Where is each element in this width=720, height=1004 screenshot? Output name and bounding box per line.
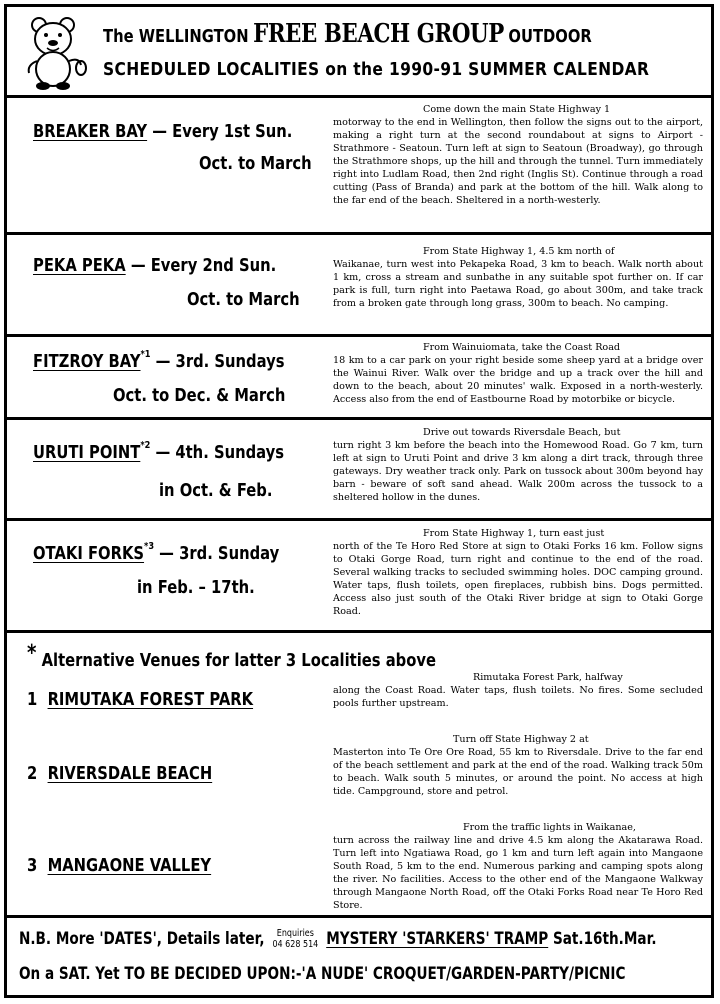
alternative-venue-1: 1 RIMUTAKA FOREST PARK [27, 689, 254, 710]
locality-name: BREAKER BAY [33, 121, 148, 142]
alternative-venue-3: 3 MANGAONE VALLEY [27, 855, 212, 876]
locality-note: *3 [144, 541, 155, 552]
teddy-bear-logo-icon [21, 13, 91, 91]
locality-directions: Come down the main State Highway 1 motorway to the end in Wellington, then follow the signs out to the airport, making a right turn at the second roundabout at signs to Airport - Strathmore - Seatoun. Turn left at sign to Seatoun (Broadway), go through the Strathmore shops, up the hill and through the tunnel. Turn immediately right into Ludlam Road, then 2nd right (Inglis St). Continue through a road cutting (Pass of Branda) and park at the bottom of the hill. Walk along to the far end of the beach. Sheltered in a north-westerly. [333, 104, 703, 206]
title-line-2: SCHEDULED LOCALITIES on the 1990-91 SUMMER CALENDAR [103, 59, 650, 80]
tramp-date: Sat.16th.Mar. [552, 929, 657, 949]
alternative-venue-2: 2 RIVERSDALE BEACH [27, 763, 213, 784]
title-line-1 [103, 19, 592, 49]
locality-peka-peka [7, 235, 711, 337]
locality-months: in Oct. & Feb. [159, 480, 273, 501]
locality-title [33, 351, 285, 372]
locality-schedule: — Every 2nd Sun. [130, 255, 277, 276]
locality-months: Oct. to March [187, 289, 300, 310]
locality-schedule: — 3rd. Sundays [155, 351, 285, 372]
header [7, 7, 711, 98]
locality-name: FITZROY BAY [33, 351, 141, 372]
locality-note: *1 [140, 349, 151, 360]
title-group-name: FREE BEACH GROUP [253, 19, 504, 49]
footer-nb: N.B. More 'DATES', Details later, [19, 929, 265, 949]
locality-title [33, 543, 279, 564]
locality-note: *2 [140, 440, 151, 451]
alternative-venue-3-directions: From the traffic lights in Waikanae, turn across the railway line and drive 4.5 km along the Akatarawa Road. Turn left into Ngatiawa Road, go 1 km and turn left again into Mangaone South Road, 5 km to the end. Numerous parking and camping spots along the river. No facilities. Access to the other end of the Mangaone Walkway through Mangaone North Road, off the Otaki Forks Road near Te Horo Red Store. [333, 822, 703, 911]
locality-months: Oct. to March [199, 153, 312, 174]
locality-months: in Feb. – 17th. [137, 577, 255, 598]
locality-schedule: — Every 1st Sun. [152, 121, 293, 142]
locality-schedule: — 3rd. Sunday [159, 543, 280, 564]
locality-name: OTAKI FORKS [33, 543, 145, 564]
locality-directions: From State Highway 1, 4.5 km north of Waikanae, turn west into Pekapeka Road, 3 km to beach. Walk north about 1 km, cross a stream and sunbathe in any suitable spot further on. If car park is full, turn right into Paetawa Road, go about 300m, and take track from a broken gate through long grass, 300m to beach. No camping. [333, 246, 703, 309]
alternatives-heading: * Alternative Venues for latter 3 Localities above [27, 641, 437, 671]
alternative-venue-2-directions: Turn off State Highway 2 at Masterton into Te Ore Ore Road, 55 km to Riversdale. Drive to the far end of the beach settlement and park at the end of the road. Walking track 50m to beach. Walk south 5 minutes, or around the point. No access at high tide. Campground, store and petrol. [333, 734, 703, 797]
title-part-1: The WELLINGTON [103, 26, 249, 47]
locality-title [33, 442, 284, 463]
locality-name: PEKA PEKA [33, 255, 126, 276]
locality-schedule: — 4th. Sundays [155, 442, 285, 463]
locality-title [33, 121, 292, 142]
alternative-venues [7, 633, 711, 918]
footer-line-2: On a SAT. Yet TO BE DECIDED UPON:-'A NUDE' CROQUET/GARDEN-PARTY/PICNIC [19, 964, 626, 984]
locality-months: Oct. to Dec. & March [113, 385, 286, 406]
tramp-title: MYSTERY 'STARKERS' TRAMP [326, 929, 549, 949]
locality-otaki-forks [7, 521, 711, 633]
title-part-3: OUTDOOR [508, 26, 592, 47]
locality-directions: From Wainuiomata, take the Coast Road 18 km to a car park on your right beside some sheep yard at a bridge over the Wainui River. Walk over the bridge and up a track over the hill and down to the beach, about 20 minutes' walk. Exposed in a north-westerly. Access also from the end of Eastbourne Road by motorbike or bicycle. [333, 342, 703, 405]
locality-uruti-point [7, 420, 711, 521]
alternative-venue-1-directions: Rimutaka Forest Park, halfway along the Coast Road. Water taps, flush toilets. No fires. Some secluded pools further upstream. [333, 672, 703, 709]
footer-line-1 [19, 928, 657, 950]
locality-fitzroy-bay [7, 337, 711, 420]
footer [7, 918, 711, 995]
locality-directions: Drive out towards Riversdale Beach, but turn right 3 km before the beach into the Homewood Road. Go 7 km, turn left at sign to Uruti Point and drive 3 km along a dirt track, through three gateways. Dry weather track only. Park on tussock about 300m beyond hay barn - beware of soft sand ahead. Walk 200m across the tussock to a sheltered hollow in the dunes. [333, 427, 703, 503]
locality-name: URUTI POINT [33, 442, 141, 463]
locality-breaker-bay [7, 95, 711, 235]
enquiries: Enquiries 04 628 514 [272, 928, 319, 950]
flyer-page [4, 4, 714, 998]
locality-directions: From State Highway 1, turn east just north of the Te Horo Red Store at sign to Otaki Forks 16 km. Follow signs to Otaki Gorge Road, turn right and continue to the end of the road. Several walking tracks to secluded swimming holes. DOC camping ground. Water taps, flush toilets, open fireplaces, rubbish bins. Dogs permitted. Access also just south of the Otaki River bridge at sign to Otaki Gorge Road. [333, 528, 703, 617]
locality-title [33, 255, 276, 276]
